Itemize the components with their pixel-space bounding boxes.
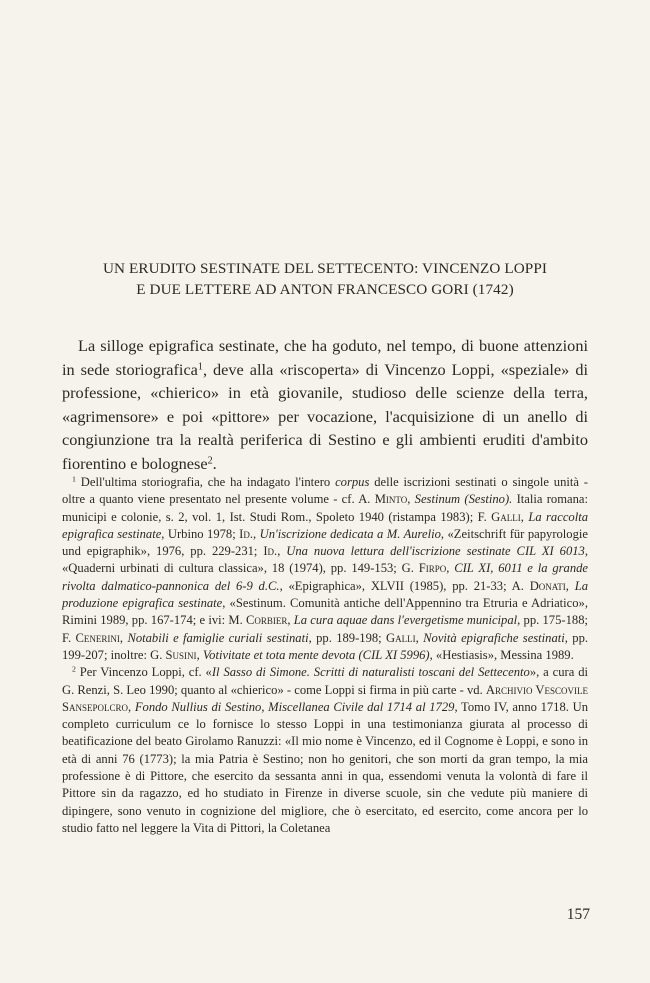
author-name: Id. [239,526,254,541]
footnote-2 [62,664,588,837]
footnote-italic: Il Sasso di Simone. Scritti di naturalisti toscani del Settecento [211,665,530,680]
author-name: Minto [374,492,408,507]
footnote-italic: La produzione epigrafica sestinate [62,578,589,611]
author-name: Id. [263,544,278,559]
footnote-text: , Tomo IV, anno 1718. Un completo curriculum ce lo fornisce lo stesso Loppi in una testimonianza giurata al processo di beatificazione del beato Girolamo Ranuzzi: «Il mio nome è Vincenzo, ed il Cognome è Loppi, e sono in età di anni 76 (1773); la mia Patria è Sestino; non ho genitori, che son morti da gran tempo, la mia professione è di Pittore, che esercito da sessanta anni in qua, essendomi venuta la volontà di fare il Pittore sin da ragazzo, ed ho studiato in Firenze in diverse scuole, sin che vedute più maniere di dipingere, sono venuto in cognizione del migliore, che ò esercitato, ed esercito, come ancora per lo studio fatto nel leggere la Vita di Pittori, la Coletanea [62,699,588,835]
footnote-text: , [287,613,294,628]
footnotes [62,474,588,837]
article-title-line-1: UN ERUDITO SESTINATE DEL SETTECENTO: VINCENZO LOPPI [102,260,548,277]
footnote-text: , «Sestinum. Comunità antiche dell'Appennino tra Etruria e Adriatico», Rimini 1989, pp. 167-174; e ivi: M. [62,596,588,628]
footnote-1-number: 1 [72,474,76,484]
footnote-text: », a cura di G. Renzi, S. Leo 1990; quanto al «chierico» - come Loppi si firma in più carte - vd. [62,665,588,697]
footnote-italic: La raccolta epigrafica sestinate [62,509,589,541]
footnote-text: , [253,526,260,541]
footnote-text: , [277,544,287,559]
page-number: 157 [566,906,590,923]
footnote-text: , pp. 189-198; [308,630,387,645]
footnote-text: , Urbino 1978; [161,526,240,541]
footnote-text: delle iscrizioni sestinati o singole unità - oltre a quanto viene presentato nel presente volume - cf. A. [62,475,588,507]
body-text-3: . [212,453,217,473]
footnote-italic: corpus [335,475,370,489]
footnote-text: , [565,578,575,593]
footnote-2-number: 2 [72,664,76,674]
footnote-text: , «Hestiasis», Messina 1989. [429,647,574,662]
article-title [60,258,590,300]
footnote-italic: Fondo Nullius di Sestino, Miscellanea Civile dal 1714 al 1729 [134,699,455,714]
footnote-text: , [415,630,424,645]
footnote-text: , [520,509,529,524]
body-text-2: , deve alla «riscoperta» di Vincenzo Loppi, «speziale» di professione, «chierico» in età giovanile, studioso delle scienze della terra, «agrimensore» e poi «pittore» per vocazione, l'acquisizione di un anello di congiunzione tra la realtà periferica di Sestino e gli ambienti eruditi d'ambito fiorentino e bolognese [62,359,588,473]
archive-name: Archivio Vescovile Sansepolcro [62,682,588,714]
footnote-text: , «Epigraphica», XLVII (1985), pp. 21-33; A. [279,578,530,593]
footnote-text: , [196,647,203,662]
footnote-text: , [119,630,128,645]
footnote-text: , [128,699,135,714]
footnote-italic: Votivitate et tota mente devota (CIL XI 5996) [202,647,430,662]
author-name: Firpo [418,561,447,576]
footnote-text: Per Vincenzo Loppi, cf. « [75,665,212,680]
footnote-text: , pp. 199-207; inoltre: G. [62,630,589,662]
footnote-text: , [407,492,415,507]
author-name: Donati [529,578,566,593]
footnote-1 [62,474,588,664]
body-text-1: La silloge epigrafica sestinate, che ha goduto, nel tempo, di buone attenzioni in sede storiografica [62,336,588,379]
footnote-italic: Notabili e famiglie curiali sestinati [127,630,309,645]
footnote-ref-2: 2 [207,455,213,467]
footnote-italic: La cura aquae dans l'evergetisme municipal [293,613,518,628]
footnote-ref-1: 1 [197,361,203,373]
footnote-text: , [446,561,455,576]
footnote-text: Italia romana: municipi e colonie, s. 2, vol. 1, Ist. Studi Rom., Spoleto 1940 (ristampa 1983); F. [62,492,588,524]
author-name: Susini [165,647,197,662]
author-name: Galli [386,630,416,645]
footnote-text: , «Quaderni urbinati di cultura classica», 18 (1974), pp. 149-153; G. [62,544,589,576]
author-name: Corbier [245,613,288,628]
author-name: Cenerini [75,630,120,645]
footnote-italic: Sestinum (Sestino). [414,492,513,507]
footnote-italic: Una nuova lettura dell'iscrizione sestinate CIL XI 6013 [286,544,585,559]
footnote-text: , pp. 175-188; F. [62,613,588,645]
article-title-line-2: E DUE LETTERE AD ANTON FRANCESCO GORI (1742) [136,281,514,298]
body-paragraph [62,334,588,475]
footnote-italic: CIL XI, 6011 e la grande rivolta dalmatico-pannonica del 6-9 d.C. [62,561,589,593]
footnote-italic: Novità epigrafiche sestinati [423,630,565,645]
author-name: Galli [491,509,521,524]
footnote-text: Dell'ultima storiografia, che ha indagato l'intero [75,475,336,489]
footnote-italic: Un'iscrizione dedicata a M. Aurelio [259,526,441,541]
footnote-text: , «Zeitschrift für papyrologie und epigraphik», 1976, pp. 229-231; [62,526,588,559]
